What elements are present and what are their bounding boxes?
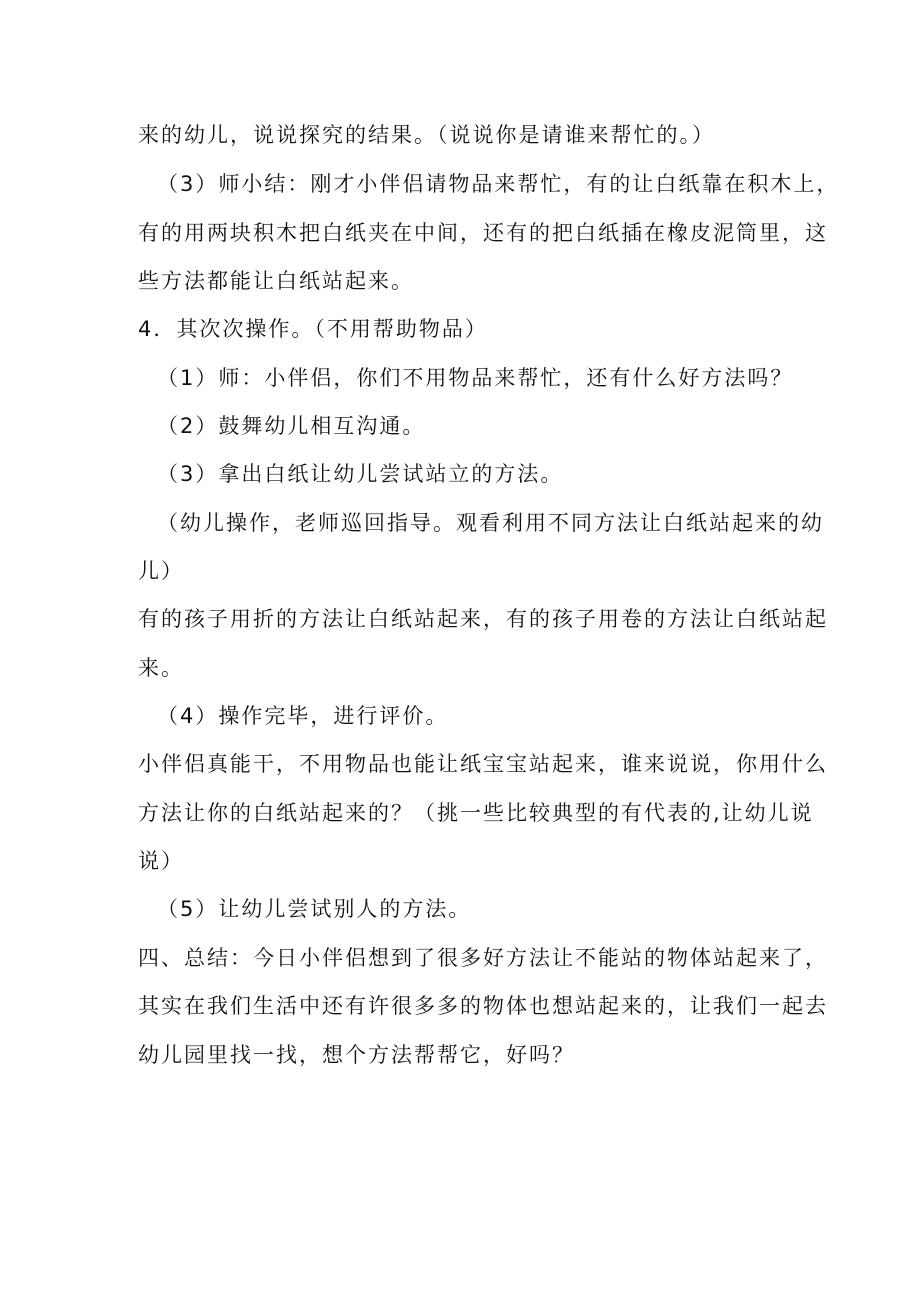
text-line: 小伴侣真能干，不用物品也能让纸宝宝站起来，谁来说说，你用什么 — [138, 752, 828, 776]
text-line: 四、总结：今日小伴侣想到了很多好方法让不能站的物体站起来了， — [138, 946, 828, 970]
text-line: （3）拿出白纸让幼儿尝试站立的方法。 — [157, 462, 564, 486]
text-line: （2）鼓舞幼儿相互沟通。 — [157, 414, 426, 438]
text-line: 些方法都能让白纸站起来。 — [138, 269, 414, 293]
text-line: 有的孩子用折的方法让白纸站起来，有的孩子用卷的方法让白纸站起 — [138, 607, 828, 631]
text-line: （3）师小结：刚才小伴侣请物品来帮忙，有的让白纸靠在积木上， — [157, 172, 840, 196]
text-line: 方法让你的白纸站起来的？（挑一些比较典型的有代表的,让幼儿说 — [138, 801, 814, 825]
text-line: （1）师：小伴侣，你们不用物品来帮忙，还有什么好方法吗？ — [157, 366, 794, 390]
text-line: 有的用两块积木把白纸夹在中间，还有的把白纸插在橡皮泥筒里，这 — [138, 221, 828, 245]
text-line: （幼儿操作，老师巡回指导。观看利用不同方法让白纸站起来的幼 — [157, 511, 824, 535]
text-line: 4．其次次操作。（不用帮助物品） — [138, 317, 488, 341]
text-line: 儿） — [138, 559, 184, 583]
text-line: （4）操作完毕，进行评价。 — [157, 704, 449, 728]
text-line: 其实在我们生活中还有许很多多的物体也想站起来的，让我们一起去 — [138, 994, 828, 1018]
text-line: 来的幼儿，说说探究的结果。（说说你是请谁来帮忙的。） — [138, 123, 715, 147]
text-line: 来。 — [138, 656, 184, 680]
text-line: （5）让幼儿尝试别人的方法。 — [157, 897, 472, 921]
text-line: 说） — [138, 849, 184, 873]
text-line: 幼儿园里找一找，想个方法帮帮它，好吗？ — [138, 1043, 575, 1067]
